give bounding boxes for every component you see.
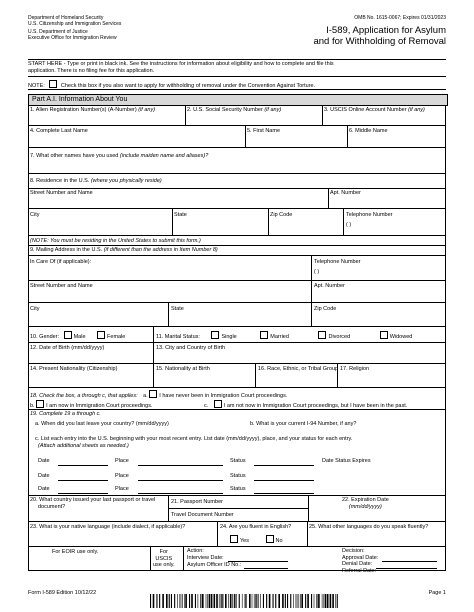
yes-checkbox[interactable] (230, 535, 238, 543)
court-a-letter: a. (143, 393, 148, 399)
native-language-label: 23. What is your native language (include dialect, if applicable)? (30, 524, 186, 530)
state-label: State (174, 212, 187, 218)
agency-line: Department of Homeland Security (28, 15, 104, 21)
court-c-label: I am not now in Immigration Court proceedings, but I have been in the past. (223, 403, 408, 409)
male-checkbox[interactable] (64, 331, 72, 339)
zip-label: Zip Code (270, 212, 293, 218)
action-block: Action: Interview Date: Asylum Officer ID No.: (187, 548, 242, 568)
note-label: NOTE: (28, 83, 45, 89)
mailing-zip-label: Zip Code (314, 306, 337, 312)
entry1-date: Date (38, 458, 50, 464)
travel-doc-label: Travel Document Number (171, 512, 234, 518)
divorced-checkbox[interactable] (318, 331, 326, 339)
page-number: Page 1 (428, 590, 446, 596)
form-title-line: and for Withholding of Removal (313, 36, 446, 47)
court-a-label: I have never been in Immigration Court proceedings. (159, 393, 288, 399)
form-title (260, 25, 446, 47)
entry2-status: Status (230, 473, 246, 479)
residence-label: 8. Residence in the U.S. (where you physically reside) (30, 178, 162, 184)
agency-line: U.S. Citizenship and Immigration Services (28, 21, 122, 27)
part-title: Part A.I. Information About You (32, 96, 128, 103)
other-names-label: 7. What other names have you used (include maiden name and aliases)? (30, 153, 209, 159)
yes-label: Yes (240, 538, 249, 544)
female-checkbox[interactable] (97, 331, 105, 339)
widowed-label: Widowed (389, 334, 413, 340)
court-question-label: 18. Check the box, a through c, that applies: (30, 393, 138, 399)
agency-line: Executive Office for Immigration Review (28, 35, 117, 41)
last-name-label: 4. Complete Last Name (30, 128, 88, 134)
entry1-expires: Date Status Expires (322, 458, 371, 464)
widowed-checkbox[interactable] (380, 331, 388, 339)
phone-label: Telephone Number (346, 212, 393, 218)
apt-label: Apt. Number (330, 190, 361, 196)
eoir-use-label: For EOIR use only. (52, 549, 99, 555)
agency-block (28, 15, 188, 41)
marital-label: 11. Marital Status: (156, 334, 200, 340)
entry1-place: Place (115, 458, 129, 464)
entries-instructions: c. List each entry into the U.S. beginning with your most recent entry. List date (mm/dd/yyyy), place, and your status for each entry. (35, 436, 353, 442)
entry2-place: Place (115, 473, 129, 479)
divorced-label: Divorced (328, 334, 351, 340)
expiration-label: 22. Expiration Date (mm/dd/yyyy) (342, 497, 389, 510)
married-checkbox[interactable] (260, 331, 268, 339)
note-text: Check this box if you also want to apply for withholding of removal under the Convention Against Torture. (60, 83, 316, 89)
passport-country-label: 20. What country issued your last passport or travel document? (30, 497, 156, 510)
single-label: Single (221, 334, 237, 340)
mailing-phone-label: Telephone Number (314, 259, 361, 265)
court-c-checkbox[interactable] (214, 400, 222, 408)
dob-label: 12. Date of Birth (mm/dd/yyyy) (30, 345, 105, 351)
court-c-letter: c. (204, 403, 209, 409)
nationality-birth-label: 15. Nationality at Birth (156, 366, 210, 372)
entries-attach-note: (Attach additional sheets as needed.) (38, 443, 129, 449)
barcode-image (150, 594, 340, 608)
english-fluency-options (230, 535, 283, 545)
entry3-status: Status (230, 486, 246, 492)
mailing-city-label: City (30, 306, 40, 312)
marital-group (156, 331, 412, 341)
entry2-date: Date (38, 473, 50, 479)
mailing-label: 9. Mailing Address in the U.S. (if different than the address in Item Number 8) (30, 247, 218, 253)
religion-label: 17. Religion (340, 366, 370, 372)
middle-name-label: 6. Middle Name (349, 128, 388, 134)
cat-checkbox[interactable] (49, 80, 57, 88)
court-b-label: I am now in Immigration Court proceedings. (46, 403, 153, 409)
first-name-label: 5. First Name (247, 128, 281, 134)
mailing-apt-label: Apt. Number (314, 283, 345, 289)
start-line: START HERE - Type or print in black ink. See the instructions for information about eligibility and how to complete and file this (28, 61, 334, 67)
entries-heading: 19. Complete 19 a through c. (30, 411, 101, 417)
court-a-checkbox[interactable] (149, 390, 157, 398)
male-label: Male (73, 334, 86, 340)
form-title-line: I-589, Application for Asylum (326, 25, 446, 36)
in-care-of-label: In Care Of (if applicable): (30, 259, 92, 265)
english-fluency-label: 24. Are you fluent in English? (220, 524, 292, 530)
female-label: Female (107, 334, 126, 340)
street-label: Street Number and Name (30, 190, 93, 196)
entry1-status: Status (230, 458, 246, 464)
mailing-street-label: Street Number and Name (30, 283, 93, 289)
mailing-phone-area: ( ) (314, 269, 320, 275)
uscis-use-label: For USCIS use only. (153, 549, 175, 568)
passport-number-label: 21. Passport Number (171, 499, 223, 505)
decision-block: Decision: Approval Date: Denial Date: Referral Date: (342, 548, 379, 574)
birth-place-label: 13. City and Country of Birth (156, 345, 226, 351)
a-number-label: 1. Alien Registration Number(s) (A-Number) (if any) (30, 107, 156, 113)
ethnic-group-label: 16. Race, Ethnic, or Tribal Group (258, 366, 339, 372)
court-b-checkbox[interactable] (36, 400, 44, 408)
phone-area-code: ( ) (346, 222, 352, 228)
court-question (30, 390, 287, 400)
i94-label: b. What is your current I-94 Number, if any? (250, 421, 357, 427)
nationality-label: 14. Present Nationality (Citizenship) (30, 366, 118, 372)
entry3-place: Place (115, 486, 129, 492)
last-left-label: a. When did you last leave your country? (mm/dd/yyyy) (35, 421, 169, 427)
married-label: Married (270, 334, 289, 340)
no-checkbox[interactable] (266, 535, 274, 543)
agency-line: U.S. Department of Justice (28, 29, 88, 35)
single-checkbox[interactable] (211, 331, 219, 339)
court-b-letter: b. (30, 403, 35, 409)
ssn-label: 2. U.S. Social Security Number (if any) (187, 107, 282, 113)
start-line: application. There is no filing fee for this application. (28, 67, 155, 74)
gender-label: 10. Gender: (30, 334, 60, 340)
no-label: No (275, 538, 283, 544)
gender-group (30, 331, 125, 341)
city-label: City (30, 212, 40, 218)
uscis-account-label: 3. USCIS Online Account Number (if any) (324, 107, 425, 113)
omb-number: OMB No. 1615-0067; Expires 01/31/2023 (354, 15, 446, 21)
other-languages-label: 25. What other languages do you speak fluently? (309, 524, 429, 530)
mailing-state-label: State (171, 306, 184, 312)
form-edition: Form I-589 Edition 10/12/22 (28, 590, 97, 596)
residence-note: (NOTE: You must be residing in the United States to submit this form.) (30, 238, 201, 244)
entry3-date: Date (38, 486, 50, 492)
start-instructions (28, 61, 448, 74)
